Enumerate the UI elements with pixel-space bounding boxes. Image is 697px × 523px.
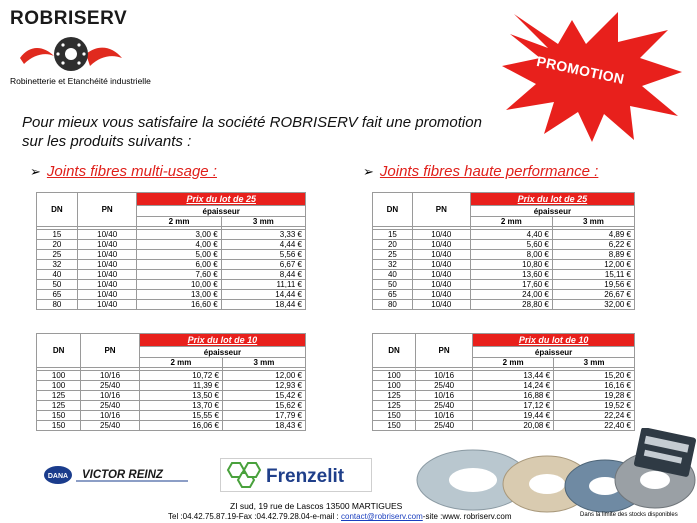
intro-text bbox=[22, 113, 542, 151]
cell-dn: 40 bbox=[37, 270, 78, 280]
cell-price-2mm: 16,88 € bbox=[473, 391, 554, 401]
lot-price-header: Prix du lot de 25 bbox=[137, 193, 306, 206]
cell-pn: 10/40 bbox=[77, 290, 137, 300]
cell-pn: 25/40 bbox=[81, 401, 140, 411]
cell-dn: 100 bbox=[373, 381, 416, 391]
table-header-row bbox=[37, 334, 306, 347]
cell-price-3mm: 32,00 € bbox=[552, 300, 634, 310]
cell-price-3mm: 22,24 € bbox=[554, 411, 635, 421]
table-row bbox=[373, 371, 635, 381]
cell-dn: 20 bbox=[37, 240, 78, 250]
cell-dn: 150 bbox=[37, 421, 81, 431]
cell-dn: 150 bbox=[373, 421, 416, 431]
dana-label: DANA bbox=[47, 473, 69, 480]
cell-price-2mm: 4,40 € bbox=[470, 230, 552, 240]
table-row bbox=[37, 260, 306, 270]
table-row bbox=[373, 270, 635, 280]
table-row bbox=[37, 250, 306, 260]
footer-address: ZI sud, 19 rue de Lascos 13500 MARTIGUES bbox=[230, 501, 403, 511]
cell-price-2mm: 5,60 € bbox=[470, 240, 552, 250]
cell-price-3mm: 26,67 € bbox=[552, 290, 634, 300]
cell-dn: 50 bbox=[37, 280, 78, 290]
cell-dn: 100 bbox=[37, 381, 81, 391]
cell-price-2mm: 11,39 € bbox=[139, 381, 222, 391]
cell-dn: 65 bbox=[37, 290, 78, 300]
thickness-header: épaisseur bbox=[139, 347, 305, 358]
table-row bbox=[37, 371, 306, 381]
col-header-2mm: 2 mm bbox=[137, 217, 221, 227]
table-row bbox=[37, 240, 306, 250]
cell-dn: 100 bbox=[373, 371, 416, 381]
cell-dn: 15 bbox=[373, 230, 413, 240]
cell-pn: 10/40 bbox=[77, 250, 137, 260]
cell-pn: 10/16 bbox=[81, 391, 140, 401]
section-heading-haute-performance: ➢ Joints fibres haute performance : bbox=[363, 163, 599, 180]
price-table-multi-usage-lot-25 bbox=[36, 192, 306, 310]
cell-dn: 20 bbox=[373, 240, 413, 250]
section-heading-multi-usage: ➢ Joints fibres multi-usage : bbox=[30, 163, 217, 180]
email-link[interactable]: contact@robriserv.com bbox=[341, 512, 423, 521]
cell-dn: 150 bbox=[373, 411, 416, 421]
robriserv-emblem-icon bbox=[16, 34, 126, 74]
table-row bbox=[373, 381, 635, 391]
cell-price-3mm: 19,28 € bbox=[554, 391, 635, 401]
cell-price-2mm: 10,72 € bbox=[139, 371, 222, 381]
cell-price-2mm: 3,00 € bbox=[137, 230, 221, 240]
lot-price-header: Prix du lot de 10 bbox=[473, 334, 635, 347]
cell-pn: 10/40 bbox=[77, 260, 137, 270]
cell-dn: 40 bbox=[373, 270, 413, 280]
cell-pn: 10/40 bbox=[77, 230, 137, 240]
cell-price-3mm: 15,20 € bbox=[554, 371, 635, 381]
intro-line-2: sur les produits suivants : bbox=[22, 133, 192, 150]
table-row bbox=[373, 391, 635, 401]
cell-dn: 125 bbox=[373, 401, 416, 411]
cell-price-2mm: 24,00 € bbox=[470, 290, 552, 300]
frenzelit-logo bbox=[220, 458, 372, 492]
table-row bbox=[373, 300, 635, 310]
cell-pn: 25/40 bbox=[416, 421, 473, 431]
cell-pn: 10/40 bbox=[412, 240, 470, 250]
cell-pn: 10/40 bbox=[412, 230, 470, 240]
cell-price-2mm: 15,55 € bbox=[139, 411, 222, 421]
table-row bbox=[37, 230, 306, 240]
cell-dn: 25 bbox=[37, 250, 78, 260]
table-header-row bbox=[373, 193, 635, 206]
table-row bbox=[373, 411, 635, 421]
lot-price-header: Prix du lot de 25 bbox=[470, 193, 634, 206]
thickness-header: épaisseur bbox=[137, 206, 306, 217]
cell-price-3mm: 14,44 € bbox=[221, 290, 305, 300]
table-row bbox=[373, 250, 635, 260]
cell-price-2mm: 17,60 € bbox=[470, 280, 552, 290]
table-row bbox=[37, 270, 306, 280]
cell-price-2mm: 19,44 € bbox=[473, 411, 554, 421]
cell-pn: 10/16 bbox=[81, 411, 140, 421]
cell-dn: 15 bbox=[37, 230, 78, 240]
cell-price-2mm: 13,00 € bbox=[137, 290, 221, 300]
table-row bbox=[373, 240, 635, 250]
victor-reinz-label: VICTOR REINZ bbox=[82, 469, 163, 481]
cell-pn: 25/40 bbox=[416, 401, 473, 411]
cell-pn: 10/40 bbox=[77, 300, 137, 310]
col-header-3mm: 3 mm bbox=[552, 217, 634, 227]
footer-contact-site: -site :www. robriserv.com bbox=[422, 512, 512, 521]
cell-pn: 10/40 bbox=[77, 270, 137, 280]
thickness-header: épaisseur bbox=[470, 206, 634, 217]
cell-price-3mm: 6,22 € bbox=[552, 240, 634, 250]
table-row bbox=[373, 290, 635, 300]
cell-price-2mm: 13,70 € bbox=[139, 401, 222, 411]
col-header-dn: DN bbox=[37, 334, 81, 368]
cell-price-3mm: 15,11 € bbox=[552, 270, 634, 280]
stock-disclaimer: Dans la limite des stocks disponibles bbox=[580, 512, 678, 518]
cell-price-3mm: 17,79 € bbox=[222, 411, 305, 421]
cell-price-2mm: 16,06 € bbox=[139, 421, 222, 431]
table-row bbox=[37, 290, 306, 300]
col-header-3mm: 3 mm bbox=[221, 217, 305, 227]
cell-price-3mm: 16,16 € bbox=[554, 381, 635, 391]
cell-price-2mm: 20,08 € bbox=[473, 421, 554, 431]
col-header-pn: PN bbox=[416, 334, 473, 368]
cell-pn: 10/40 bbox=[412, 250, 470, 260]
cell-price-3mm: 22,40 € bbox=[554, 421, 635, 431]
cell-price-3mm: 4,44 € bbox=[221, 240, 305, 250]
cell-price-2mm: 13,44 € bbox=[473, 371, 554, 381]
cell-price-2mm: 14,24 € bbox=[473, 381, 554, 391]
cell-price-3mm: 15,62 € bbox=[222, 401, 305, 411]
cell-price-3mm: 18,44 € bbox=[221, 300, 305, 310]
cell-pn: 10/40 bbox=[412, 290, 470, 300]
intro-line-1: Pour mieux vous satisfaire la société ROBRISERV fait une promotion bbox=[22, 114, 482, 131]
cell-price-3mm: 19,52 € bbox=[554, 401, 635, 411]
cell-pn: 10/40 bbox=[412, 300, 470, 310]
col-header-2mm: 2 mm bbox=[139, 358, 222, 368]
footer-contact-phone-fax: Tel :04.42.75.87.19-Fax :04.42.79.28.04-e-mail : bbox=[168, 512, 341, 521]
cell-dn: 80 bbox=[37, 300, 78, 310]
cell-pn: 10/16 bbox=[416, 411, 473, 421]
cell-price-3mm: 6,67 € bbox=[221, 260, 305, 270]
cell-pn: 25/40 bbox=[81, 421, 140, 431]
cell-price-3mm: 15,42 € bbox=[222, 391, 305, 401]
price-table-multi-usage-lot-10 bbox=[36, 333, 306, 431]
col-header-2mm: 2 mm bbox=[473, 358, 554, 368]
cell-pn: 10/16 bbox=[416, 371, 473, 381]
price-table-haute-performance-lot-25 bbox=[372, 192, 635, 310]
footer-contact bbox=[168, 512, 512, 521]
cell-pn: 10/40 bbox=[412, 260, 470, 270]
cell-pn: 10/40 bbox=[77, 240, 137, 250]
col-header-pn: PN bbox=[77, 193, 137, 227]
gasket-products-image bbox=[415, 428, 697, 516]
cell-price-2mm: 13,50 € bbox=[139, 391, 222, 401]
company-tagline: Robinetterie et Etanchéité industrielle bbox=[10, 76, 151, 86]
cell-price-2mm: 5,00 € bbox=[137, 250, 221, 260]
cell-price-2mm: 10,00 € bbox=[137, 280, 221, 290]
table-row bbox=[373, 230, 635, 240]
cell-price-3mm: 12,00 € bbox=[552, 260, 634, 270]
cell-dn: 50 bbox=[373, 280, 413, 290]
table-row bbox=[37, 411, 306, 421]
arrow-bullet-icon: ➢ bbox=[363, 164, 374, 179]
cell-dn: 32 bbox=[373, 260, 413, 270]
cell-pn: 10/40 bbox=[412, 280, 470, 290]
cell-dn: 80 bbox=[373, 300, 413, 310]
cell-dn: 125 bbox=[37, 391, 81, 401]
col-header-2mm: 2 mm bbox=[470, 217, 552, 227]
lot-price-header: Prix du lot de 10 bbox=[139, 334, 305, 347]
table-header-row bbox=[37, 193, 306, 206]
table-row bbox=[37, 421, 306, 431]
table-row bbox=[373, 280, 635, 290]
company-name: ROBRISERV bbox=[10, 8, 128, 29]
frenzelit-label: Frenzelit bbox=[266, 466, 345, 487]
table-row bbox=[37, 381, 306, 391]
col-header-3mm: 3 mm bbox=[554, 358, 635, 368]
table-row bbox=[37, 280, 306, 290]
col-header-3mm: 3 mm bbox=[222, 358, 305, 368]
cell-price-2mm: 16,60 € bbox=[137, 300, 221, 310]
cell-pn: 10/40 bbox=[77, 280, 137, 290]
cell-price-2mm: 10,80 € bbox=[470, 260, 552, 270]
cell-price-3mm: 3,33 € bbox=[221, 230, 305, 240]
table-row bbox=[37, 391, 306, 401]
cell-price-3mm: 12,93 € bbox=[222, 381, 305, 391]
cell-dn: 125 bbox=[373, 391, 416, 401]
cell-price-2mm: 28,80 € bbox=[470, 300, 552, 310]
thickness-header: épaisseur bbox=[473, 347, 635, 358]
cell-price-2mm: 8,00 € bbox=[470, 250, 552, 260]
table-row bbox=[373, 401, 635, 411]
cell-dn: 65 bbox=[373, 290, 413, 300]
price-table-haute-performance-lot-10 bbox=[372, 333, 635, 431]
cell-price-3mm: 8,44 € bbox=[221, 270, 305, 280]
company-logo bbox=[10, 8, 190, 88]
col-header-dn: DN bbox=[373, 193, 413, 227]
table-row bbox=[373, 260, 635, 270]
arrow-bullet-icon: ➢ bbox=[30, 164, 41, 179]
col-header-pn: PN bbox=[81, 334, 140, 368]
cell-price-3mm: 4,89 € bbox=[552, 230, 634, 240]
cell-price-3mm: 5,56 € bbox=[221, 250, 305, 260]
col-header-dn: DN bbox=[37, 193, 78, 227]
cell-price-2mm: 7,60 € bbox=[137, 270, 221, 280]
cell-price-2mm: 6,00 € bbox=[137, 260, 221, 270]
cell-dn: 25 bbox=[373, 250, 413, 260]
cell-pn: 25/40 bbox=[416, 381, 473, 391]
cell-price-3mm: 11,11 € bbox=[221, 280, 305, 290]
table-header-row bbox=[373, 334, 635, 347]
cell-price-2mm: 17,12 € bbox=[473, 401, 554, 411]
cell-dn: 150 bbox=[37, 411, 81, 421]
cell-pn: 10/16 bbox=[81, 371, 140, 381]
table-row bbox=[37, 401, 306, 411]
cell-dn: 100 bbox=[37, 371, 81, 381]
cell-price-3mm: 19,56 € bbox=[552, 280, 634, 290]
table-row bbox=[37, 300, 306, 310]
cell-price-3mm: 12,00 € bbox=[222, 371, 305, 381]
cell-price-2mm: 4,00 € bbox=[137, 240, 221, 250]
promotion-label: PROMOTION bbox=[535, 52, 626, 88]
col-header-dn: DN bbox=[373, 334, 416, 368]
cell-price-3mm: 18,43 € bbox=[222, 421, 305, 431]
victor-reinz-logo bbox=[42, 459, 192, 491]
col-header-pn: PN bbox=[412, 193, 470, 227]
cell-pn: 10/40 bbox=[412, 270, 470, 280]
cell-dn: 125 bbox=[37, 401, 81, 411]
cell-pn: 10/16 bbox=[416, 391, 473, 401]
cell-pn: 25/40 bbox=[81, 381, 140, 391]
cell-dn: 32 bbox=[37, 260, 78, 270]
cell-price-3mm: 8,89 € bbox=[552, 250, 634, 260]
cell-price-2mm: 13,60 € bbox=[470, 270, 552, 280]
